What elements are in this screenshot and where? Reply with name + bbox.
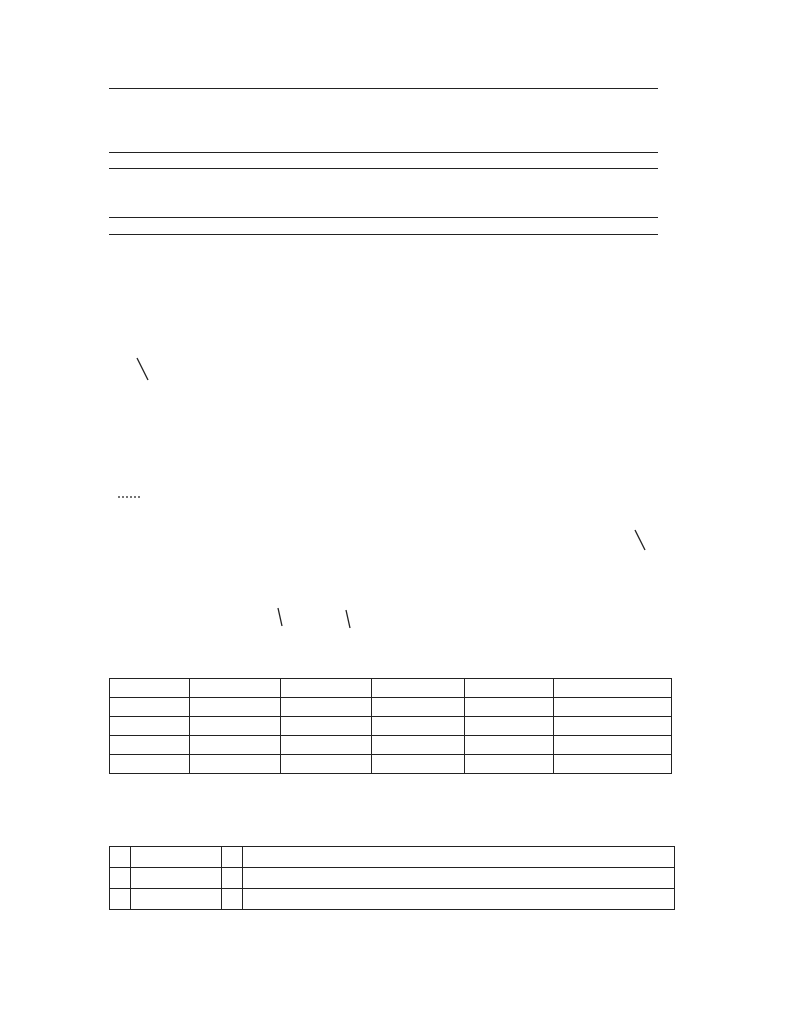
matching-table xyxy=(109,846,675,910)
table-cell xyxy=(372,736,465,755)
table-cell xyxy=(243,889,675,910)
table-header-cell xyxy=(372,679,465,698)
table-row xyxy=(110,847,675,868)
table-cell xyxy=(281,736,372,755)
table-cell xyxy=(465,698,554,717)
table-cell xyxy=(554,755,672,774)
table-row xyxy=(110,868,675,889)
answer-line xyxy=(109,217,658,218)
table-cell xyxy=(110,868,131,889)
table-cell xyxy=(554,736,672,755)
table-cell xyxy=(372,755,465,774)
table-cell xyxy=(465,717,554,736)
table-header-cell xyxy=(110,679,190,698)
table-cell xyxy=(281,755,372,774)
table-header-cell xyxy=(190,679,281,698)
answer-line xyxy=(109,88,658,89)
table-header-cell xyxy=(465,679,554,698)
answer-line xyxy=(109,152,658,153)
table-header-cell xyxy=(281,679,372,698)
table-cell xyxy=(190,717,281,736)
table-cell xyxy=(281,717,372,736)
table-row xyxy=(110,698,672,717)
table-cell xyxy=(465,736,554,755)
table-cell xyxy=(554,717,672,736)
table-cell xyxy=(110,755,190,774)
cell-diagram xyxy=(100,298,666,643)
table-header-cell xyxy=(554,679,672,698)
table-cell xyxy=(131,847,222,868)
table-cell xyxy=(110,736,190,755)
onion-root-mitosis-figure xyxy=(100,298,666,643)
table-row xyxy=(110,755,672,774)
table-row xyxy=(110,736,672,755)
answer-line xyxy=(109,234,658,235)
table-cell xyxy=(243,847,675,868)
table-cell xyxy=(222,868,243,889)
table-cell xyxy=(222,889,243,910)
table-cell xyxy=(110,717,190,736)
table-cell xyxy=(190,698,281,717)
table-row xyxy=(110,717,672,736)
table-row xyxy=(110,889,675,910)
table-cell xyxy=(465,755,554,774)
table-cell xyxy=(190,736,281,755)
table-cell xyxy=(372,717,465,736)
answer-line xyxy=(109,168,658,169)
table-cell xyxy=(110,889,131,910)
table-cell xyxy=(131,889,222,910)
phase-answer-table xyxy=(109,678,672,774)
table-cell xyxy=(190,755,281,774)
table-cell xyxy=(554,698,672,717)
table-header-row xyxy=(110,679,672,698)
table-cell xyxy=(110,698,190,717)
table-cell xyxy=(281,698,372,717)
table-cell xyxy=(222,847,243,868)
table-cell xyxy=(110,847,131,868)
table-cell xyxy=(372,698,465,717)
table-cell xyxy=(243,868,675,889)
table-cell xyxy=(131,868,222,889)
